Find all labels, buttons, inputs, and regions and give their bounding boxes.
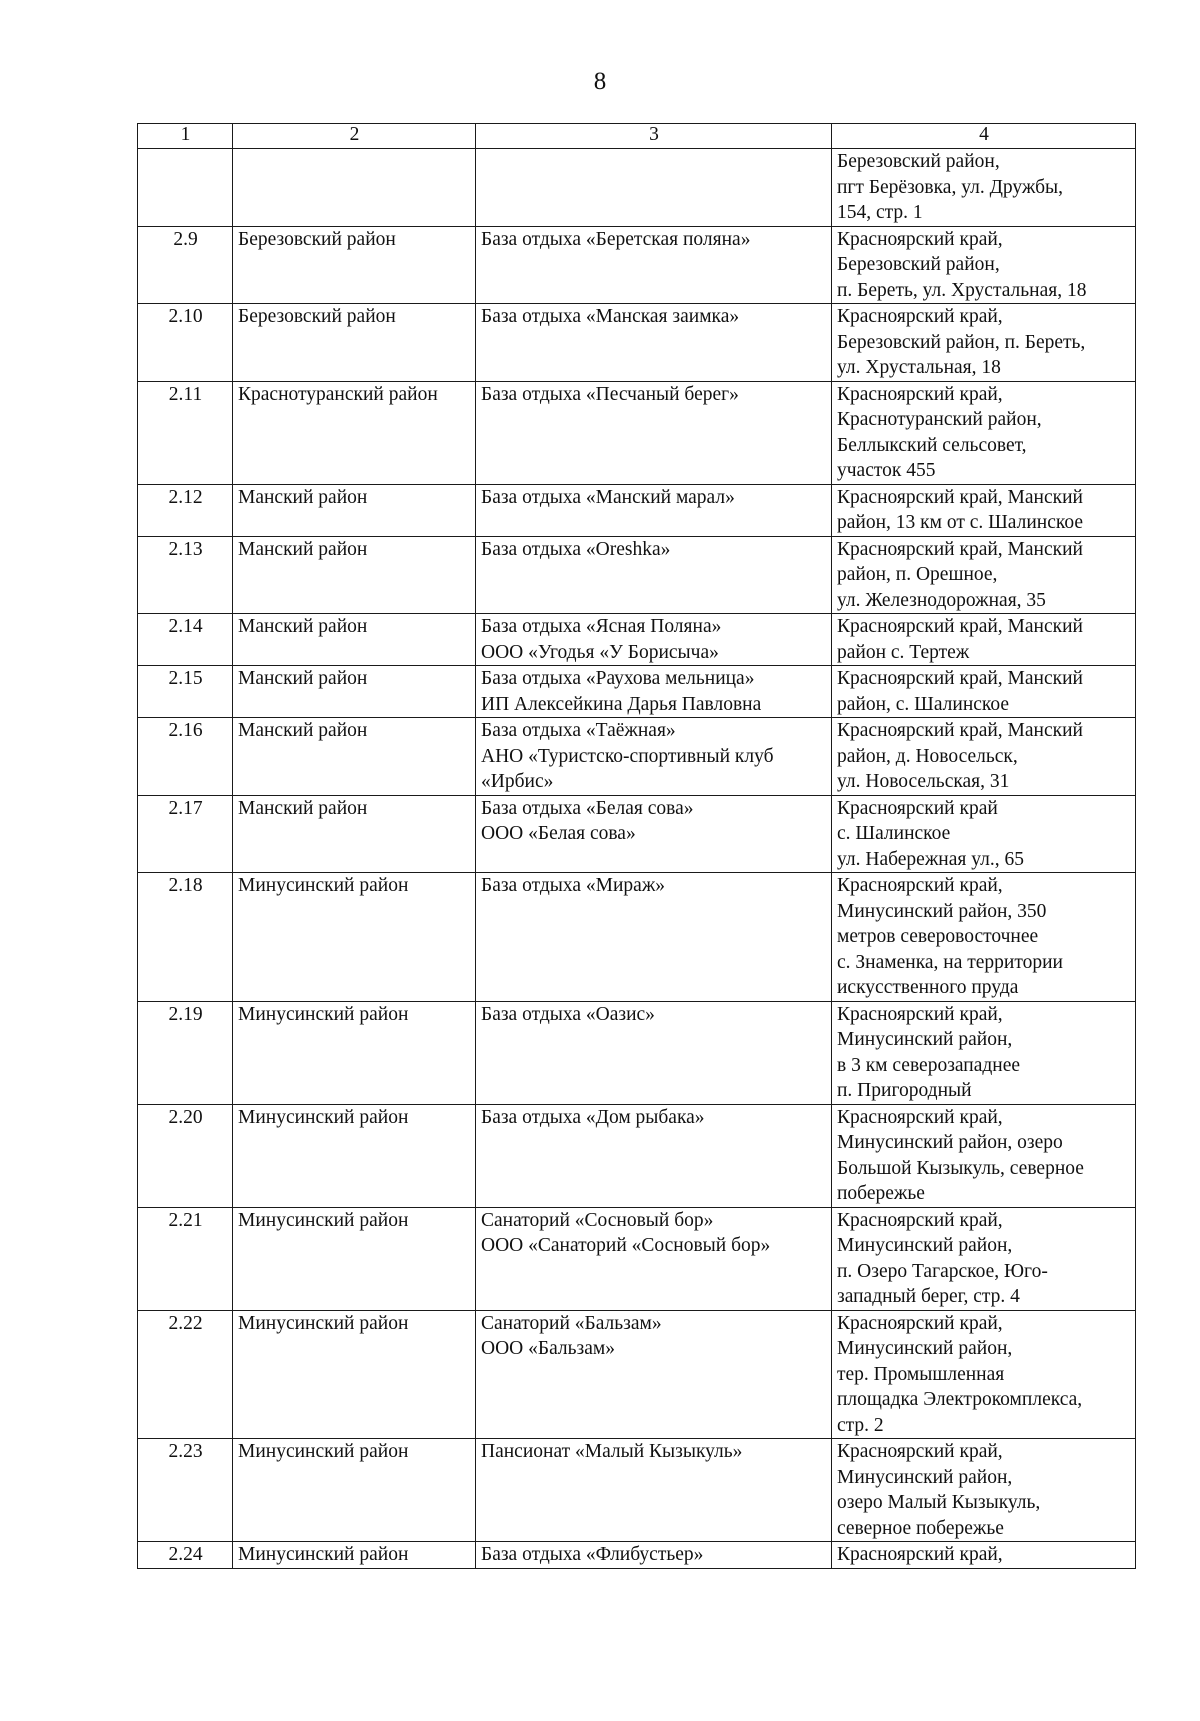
address-line: Красноярский край, <box>837 1003 1003 1025</box>
address-cell <box>832 1104 1136 1207</box>
address-line: п. Береть, ул. Хрустальная, 18 <box>837 279 1087 301</box>
table-row <box>138 873 1136 1002</box>
district-cell: Манский район <box>233 666 476 718</box>
facility-name-line: База отдыха «Манский марал» <box>481 486 735 508</box>
row-number: 2.24 <box>138 1542 233 1569</box>
facility-name-line: ООО «Бальзам» <box>481 1338 615 1359</box>
row-number: 2.16 <box>138 718 233 796</box>
district-cell: Манский район <box>233 718 476 796</box>
facility-name-cell <box>476 304 832 382</box>
table-row <box>138 1310 1136 1439</box>
facility-name-cell <box>476 536 832 614</box>
address-line: район, д. Новосельск, <box>837 745 1018 767</box>
facility-name-cell <box>476 718 832 796</box>
column-header-3: 3 <box>476 124 832 149</box>
facility-name-line: Пансионат «Малый Кызыкуль» <box>481 1441 743 1462</box>
address-line: Красноярский край <box>837 797 998 819</box>
address-line: Минусинский район, 350 <box>837 900 1047 922</box>
facility-name-cell <box>476 873 832 1002</box>
address-line: Краснотуранский район, <box>837 409 1042 430</box>
facility-name-line: «Ирбис» <box>481 771 554 792</box>
address-cell <box>832 873 1136 1002</box>
facility-name-line: ООО «Санаторий «Сосновый бор» <box>481 1235 771 1256</box>
district-cell: Минусинский район <box>233 1542 476 1569</box>
facility-name-cell <box>476 1310 832 1439</box>
address-line: ул. Хрустальная, 18 <box>837 357 1001 378</box>
facility-name-line: База отдыха «Оазис» <box>481 1003 655 1025</box>
row-number: 2.11 <box>138 381 233 484</box>
address-line: тер. Промышленная <box>837 1363 1005 1385</box>
address-line: с. Знаменка, на территории <box>837 951 1063 973</box>
facility-name-line: База отдыха «Флибустьер» <box>481 1544 704 1565</box>
table-row <box>138 149 1136 227</box>
district-cell: Манский район <box>233 614 476 666</box>
address-cell <box>832 1439 1136 1542</box>
district-cell: Манский район <box>233 484 476 536</box>
address-line: Красноярский край, <box>837 228 1003 250</box>
address-line: пгт Берёзовка, ул. Дружбы, <box>837 176 1063 198</box>
address-cell <box>832 1001 1136 1104</box>
row-number: 2.22 <box>138 1310 233 1439</box>
address-cell <box>832 1207 1136 1310</box>
table-row <box>138 1001 1136 1104</box>
address-line: п. Пригородный <box>837 1080 972 1101</box>
address-line: п. Озеро Тагарское, Юго- <box>837 1260 1048 1282</box>
address-line: северное побережье <box>837 1517 1004 1539</box>
address-line: Красноярский край, <box>837 1209 1003 1231</box>
table-row <box>138 666 1136 718</box>
facility-name-cell <box>476 1207 832 1310</box>
table-row <box>138 795 1136 873</box>
address-line: озеро Малый Кызыкуль, <box>837 1492 1041 1513</box>
row-number: 2.15 <box>138 666 233 718</box>
facility-name-cell <box>476 484 832 536</box>
facility-name-cell <box>476 666 832 718</box>
address-line: Березовский район, <box>837 254 1000 275</box>
facility-name-cell <box>476 1104 832 1207</box>
district-cell: Манский район <box>233 795 476 873</box>
address-cell <box>832 614 1136 666</box>
address-cell <box>832 304 1136 382</box>
address-line: Красноярский край, Манский <box>837 486 1083 508</box>
row-number: 2.12 <box>138 484 233 536</box>
address-line: западный берег, стр. 4 <box>837 1286 1020 1307</box>
address-cell <box>832 149 1136 227</box>
address-line: район, 13 км от с. Шалинское <box>837 512 1084 533</box>
address-line: ул. Железнодорожная, 35 <box>837 589 1046 611</box>
facility-name-line: База отдыха «Мираж» <box>481 875 666 896</box>
facility-name-line: База отдыха «Дом рыбака» <box>481 1106 705 1128</box>
district-cell: Минусинский район <box>233 1310 476 1439</box>
address-cell <box>832 381 1136 484</box>
row-number: 2.23 <box>138 1439 233 1542</box>
table-row <box>138 484 1136 536</box>
address-line: Красноярский край, <box>837 306 1003 327</box>
facility-name-cell <box>476 614 832 666</box>
facility-name-cell <box>476 1542 832 1569</box>
address-line: Березовский район, п. Береть, <box>837 331 1086 353</box>
district-cell: Березовский район <box>233 304 476 382</box>
table-body <box>138 149 1136 1569</box>
row-number: 2.10 <box>138 304 233 382</box>
row-number <box>138 149 233 227</box>
district-cell: Березовский район <box>233 226 476 304</box>
facility-name-cell <box>476 381 832 484</box>
address-line: участок 455 <box>837 460 936 481</box>
address-line: Беллыкский сельсовет, <box>837 434 1027 456</box>
facility-name-line: ИП Алексейкина Дарья Павловна <box>481 693 762 715</box>
facility-name-cell <box>476 149 832 227</box>
row-number: 2.18 <box>138 873 233 1002</box>
address-cell <box>832 795 1136 873</box>
facility-name-line: База отдыха «Ясная Поляна» <box>481 616 722 637</box>
address-line: Красноярский край, <box>837 1441 1003 1462</box>
address-line: Красноярский край, <box>837 875 1003 896</box>
district-cell: Манский район <box>233 536 476 614</box>
row-number: 2.14 <box>138 614 233 666</box>
address-line: район, п. Орешное, <box>837 564 998 585</box>
facility-name-line: ООО «Белая сова» <box>481 823 636 844</box>
address-cell <box>832 226 1136 304</box>
address-cell <box>832 484 1136 536</box>
row-number: 2.9 <box>138 226 233 304</box>
address-line: искусственного пруда <box>837 977 1019 998</box>
address-cell <box>832 666 1136 718</box>
address-line: Минусинский район, <box>837 1338 1013 1359</box>
address-line: ул. Набережная ул., 65 <box>837 848 1024 870</box>
facility-name-line: ООО «Угодья «У Борисыча» <box>481 641 719 663</box>
table-row <box>138 1542 1136 1569</box>
column-header-2: 2 <box>233 124 476 149</box>
address-line: район, с. Шалинское <box>837 693 1010 715</box>
facility-name-cell <box>476 226 832 304</box>
column-header-1: 1 <box>138 124 233 149</box>
address-line: с. Шалинское <box>837 823 951 844</box>
district-cell: Минусинский район <box>233 1104 476 1207</box>
table-row <box>138 304 1136 382</box>
address-cell <box>832 536 1136 614</box>
facility-name-line: АНО «Туристско-спортивный клуб <box>481 745 774 767</box>
address-line: район с. Тертеж <box>837 641 970 663</box>
column-header-4: 4 <box>832 124 1136 149</box>
facility-name-line: Санаторий «Сосновый бор» <box>481 1209 714 1231</box>
address-line: Минусинский район, озеро <box>837 1132 1063 1153</box>
address-line: Минусинский район, <box>837 1235 1013 1256</box>
table-row <box>138 718 1136 796</box>
row-number: 2.17 <box>138 795 233 873</box>
table-row <box>138 536 1136 614</box>
address-line: метров северовосточнее <box>837 926 1039 947</box>
address-line: Минусинский район, <box>837 1029 1013 1050</box>
facility-name-line: База отдыха «Манская заимка» <box>481 306 740 327</box>
row-number: 2.19 <box>138 1001 233 1104</box>
table-row <box>138 226 1136 304</box>
address-line: стр. 2 <box>837 1414 884 1436</box>
facility-name-cell <box>476 1439 832 1542</box>
facility-name-line: База отдыха «Раухова мельница» <box>481 668 755 689</box>
table-row <box>138 1439 1136 1542</box>
facility-name-line: База отдыха «Белая сова» <box>481 797 694 819</box>
facility-name-line: База отдыха «Беретская поляна» <box>481 228 751 250</box>
district-cell: Минусинский район <box>233 1207 476 1310</box>
table-row <box>138 1104 1136 1207</box>
table-header-row <box>138 124 1136 149</box>
address-line: побережье <box>837 1183 925 1204</box>
district-cell: Минусинский район <box>233 873 476 1002</box>
facilities-table <box>137 123 1136 1569</box>
facility-name-line: Санаторий «Бальзам» <box>481 1312 662 1334</box>
address-line: Красноярский край, <box>837 1544 1003 1565</box>
district-cell: Минусинский район <box>233 1439 476 1542</box>
address-line: Красноярский край, Манский <box>837 616 1083 637</box>
facility-name-line: База отдыха «Таёжная» <box>481 720 676 741</box>
address-line: Красноярский край, <box>837 383 1003 405</box>
address-line: 154, стр. 1 <box>837 202 923 223</box>
address-line: Большой Кызыкуль, северное <box>837 1157 1084 1179</box>
row-number: 2.13 <box>138 536 233 614</box>
address-line: Минусинский район, <box>837 1466 1013 1488</box>
address-line: Красноярский край, Манский <box>837 538 1083 560</box>
table-row <box>138 381 1136 484</box>
facility-name-cell <box>476 795 832 873</box>
district-cell <box>233 149 476 227</box>
table-row <box>138 1207 1136 1310</box>
address-line: Березовский район, <box>837 151 1000 172</box>
address-cell <box>832 1310 1136 1439</box>
facility-name-cell <box>476 1001 832 1104</box>
address-line: площадка Электрокомплекса, <box>837 1389 1083 1410</box>
row-number: 2.20 <box>138 1104 233 1207</box>
facility-name-line: База отдыха «Oreshka» <box>481 538 671 560</box>
address-line: Красноярский край, <box>837 1312 1003 1334</box>
address-line: Красноярский край, Манский <box>837 720 1083 741</box>
address-line: Красноярский край, <box>837 1106 1003 1128</box>
address-cell <box>832 1542 1136 1569</box>
table-row <box>138 614 1136 666</box>
district-cell: Минусинский район <box>233 1001 476 1104</box>
address-line: ул. Новосельская, 31 <box>837 771 1010 792</box>
district-cell: Краснотуранский район <box>233 381 476 484</box>
page-number: 8 <box>593 68 607 95</box>
row-number: 2.21 <box>138 1207 233 1310</box>
address-line: в 3 км северозападнее <box>837 1054 1021 1076</box>
address-cell <box>832 718 1136 796</box>
facility-name-line: База отдыха «Песчаный берег» <box>481 383 739 405</box>
address-line: Красноярский край, Манский <box>837 668 1083 689</box>
